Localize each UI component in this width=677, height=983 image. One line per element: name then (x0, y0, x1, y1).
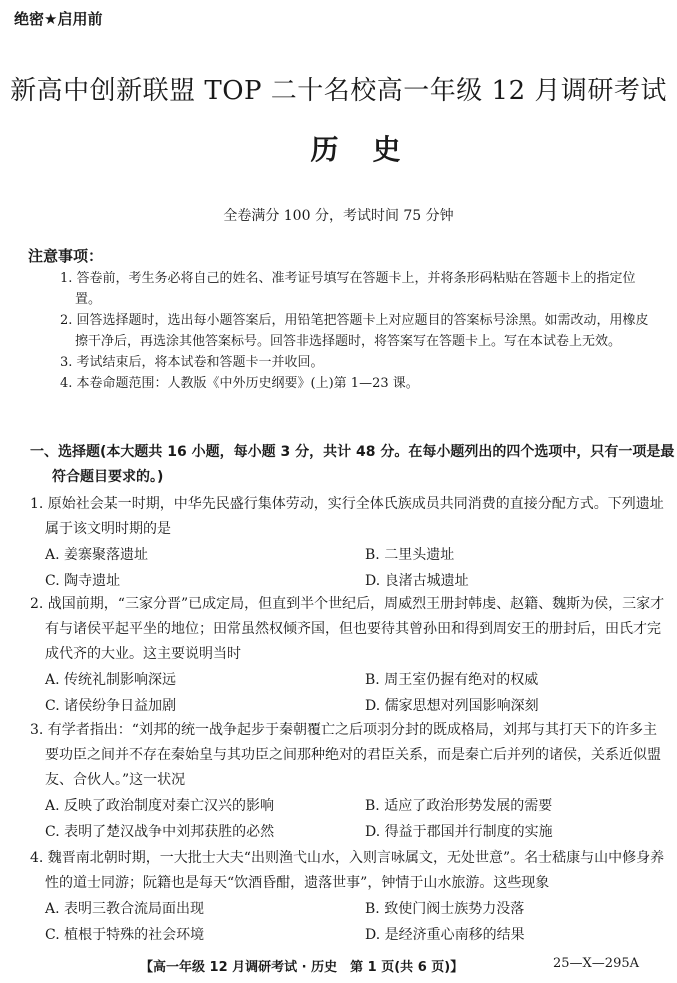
exam-meta: 全卷满分 100 分，考试时间 75 分钟 (223, 208, 454, 224)
option-d: D. 得益于郡国并行制度的实施 (365, 824, 553, 840)
option-grid (30, 667, 670, 719)
option-b: B. 适应了政治形势发展的需要 (365, 798, 553, 814)
section-heading: 一、选择题(本大题共 16 小题，每小题 3 分，共计 48 分。在每小题列出的四个选项中，只有一项是最符合题目要求的。) (30, 444, 675, 485)
footer-page-info: 【高一年级 12 月调研考试 · 历史 第 1 页(共 6 页)】 (140, 960, 464, 975)
notice-list (60, 268, 660, 394)
option-a: A. 传统礼制影响深远 (45, 672, 177, 688)
notice-item: 2. 回答选择题时，选出每小题答案后，用铅笔把答题卡上对应题目的答案标号涂黑。如需改动，用橡皮擦干净后，再选涂其他答案标号。回答非选择题时，将答案写在答题卡上。写在本试卷上无效。 (60, 313, 649, 349)
option-c: C. 植根于特殊的社会环境 (45, 927, 205, 943)
notice-item: 1. 答卷前，考生务必将自己的姓名、准考证号填写在答题卡上，并将条形码粘贴在答题卡上的指定位置。 (60, 271, 636, 307)
question-1 (30, 492, 670, 594)
question-stem: 4. 魏晋南北朝时期，一大批士大夫“出则渔弋山水，入则言咏属文，无处世意”。名士嵇康与山中修身养性的道士同游；阮籍也是每天“饮酒昏酣，遗落世事”，钟情于山水旅游。这些现象 (30, 850, 665, 891)
option-b: B. 周王室仍握有绝对的权威 (365, 672, 539, 688)
question-4 (30, 846, 670, 948)
exam-title: 新高中创新联盟 TOP 二十名校高一年级 12 月调研考试 (10, 76, 667, 106)
option-c: C. 陶寺遗址 (45, 573, 121, 589)
option-c: C. 诸侯纷争日益加剧 (45, 698, 177, 714)
option-a: A. 姜寨聚落遗址 (45, 547, 149, 563)
question-stem: 3. 有学者指出：“刘邦的统一战争起步于秦朝覆亡之后项羽分封的既成格局，刘邦与其打天下的许多主要功臣之间并不存在秦始皇与其功臣之间那种绝对的君臣关系，而是秦亡后并列的诸侯，关系近似盟友、合伙人。”这一状况 (30, 722, 661, 788)
question-stem: 1. 原始社会某一时期，中华先民盛行集体劳动，实行全体氏族成员共同消费的直接分配方式。下列遗址属于该文明时期的是 (30, 496, 664, 537)
option-d: D. 良渚古城遗址 (365, 573, 469, 589)
option-grid (30, 896, 670, 948)
option-c: C. 表明了楚汉战争中刘邦获胜的必然 (45, 824, 275, 840)
footer-code: 25—X—295A (553, 956, 639, 971)
option-a: A. 反映了政治制度对秦亡汉兴的影响 (45, 798, 275, 814)
notice-heading: 注意事项： (28, 247, 104, 265)
question-stem: 2. 战国前期，“三家分晋”已成定局，但直到半个世纪后，周威烈王册封韩虔、赵籍、魏斯为侯，三家才有与诸侯平起平坐的地位；田常虽然权倾齐国，但也要待其曾孙田和得到周安王的册封后，田氏才完成代齐的大业。这主要说明当时 (30, 596, 665, 662)
question-3 (30, 718, 670, 845)
confidential-label: 绝密★启用前 (14, 10, 103, 28)
subject-title: 历史 (310, 133, 435, 166)
option-d: D. 是经济重心南移的结果 (365, 927, 525, 943)
notice-item: 4. 本卷命题范围：人教版《中外历史纲要》(上)第 1—23 课。 (60, 376, 419, 391)
option-b: B. 二里头遗址 (365, 547, 455, 563)
option-d: D. 儒家思想对列国影响深刻 (365, 698, 539, 714)
option-grid (30, 542, 670, 594)
notice-item: 3. 考试结束后，将本试卷和答题卡一并收回。 (60, 355, 324, 370)
option-b: B. 致使门阀士族势力没落 (365, 901, 525, 917)
question-2 (30, 592, 670, 719)
option-grid (30, 793, 670, 845)
option-a: A. 表明三教合流局面出现 (45, 901, 205, 917)
